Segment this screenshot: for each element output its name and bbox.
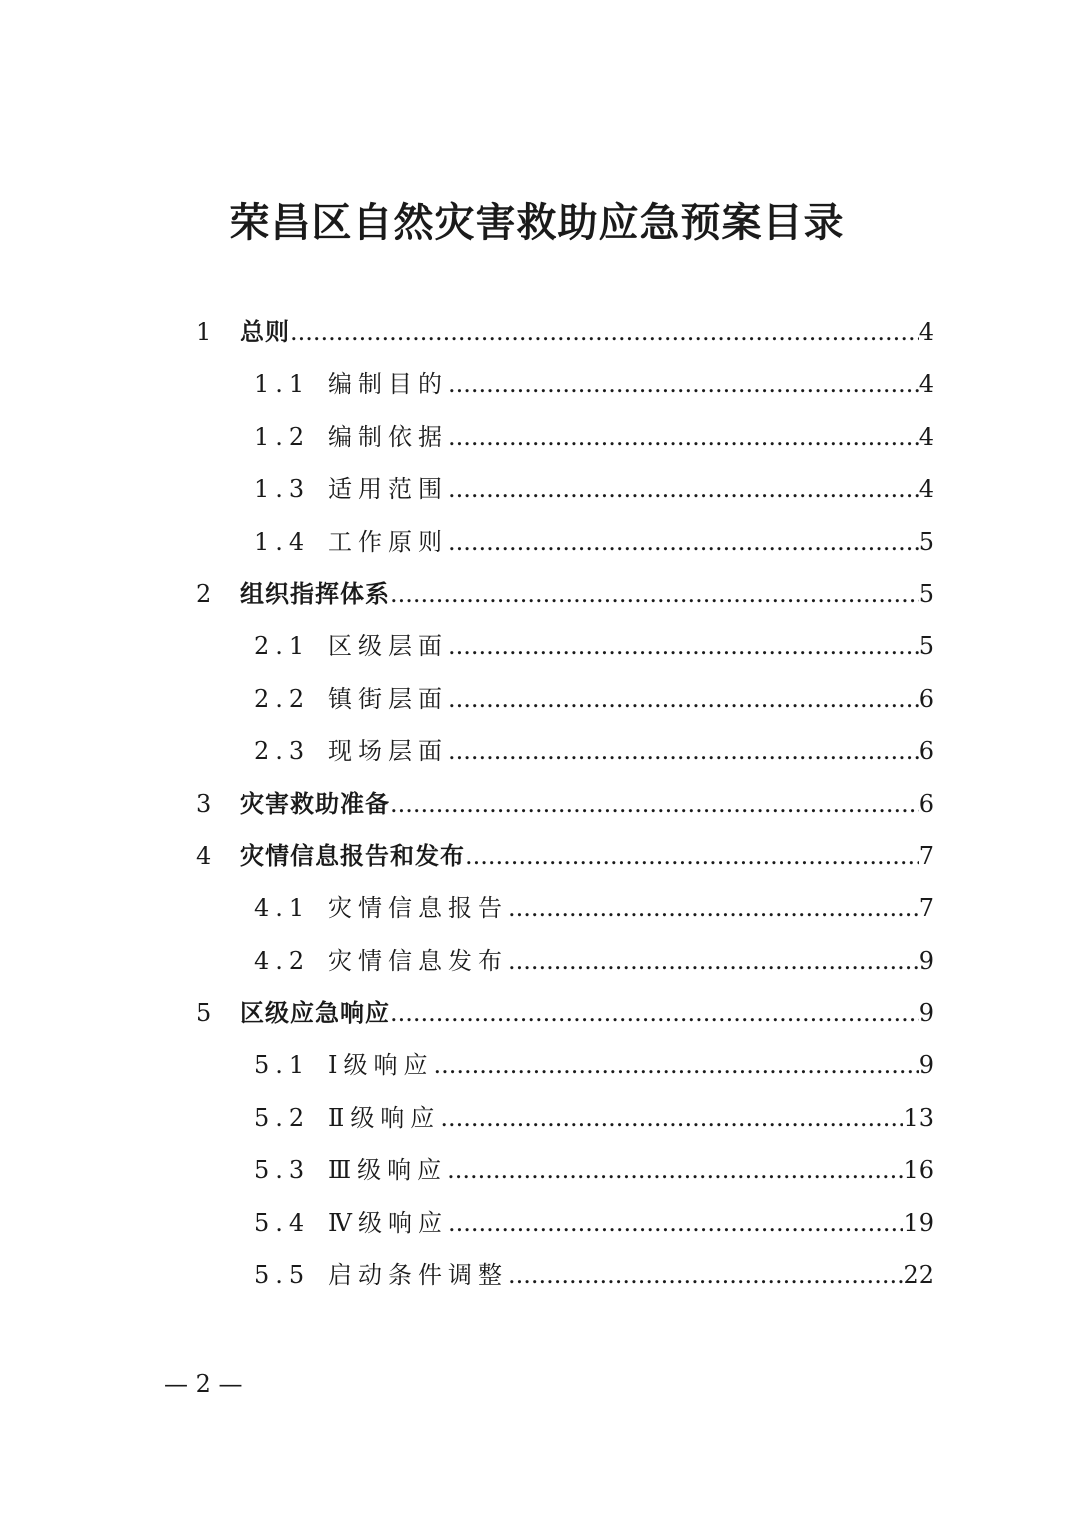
toc-entry-page: 9 <box>918 1051 934 1080</box>
toc-entry[interactable] <box>0 358 1074 410</box>
toc-entry[interactable] <box>0 1039 1074 1091</box>
toc-entry-number: 5 <box>196 999 212 1028</box>
toc-entry-page: 9 <box>918 999 934 1028</box>
toc-leader-dots <box>448 673 919 725</box>
toc-entry-page: 7 <box>918 894 934 923</box>
toc-entry-page: 4 <box>918 475 934 504</box>
toc-leader-dots <box>390 568 919 620</box>
toc-entry-number: 5.4 <box>254 1208 311 1237</box>
toc-entry-number: 5.5 <box>254 1261 311 1290</box>
toc-entry-label: 区级应急响应 <box>240 999 390 1028</box>
toc-entry-label: Ⅰ级响应 <box>328 1051 434 1080</box>
toc-entry-page: 4 <box>918 370 934 399</box>
toc-leader-dots <box>390 778 919 830</box>
toc-entry[interactable] <box>0 725 1074 777</box>
toc-entry-number: 4.1 <box>254 894 311 923</box>
toc-entry-number: 1.1 <box>254 370 311 399</box>
toc-entry-number: 4 <box>196 841 212 870</box>
toc-entry-label: 编制目的 <box>328 370 448 399</box>
toc-leader-dots <box>448 620 919 672</box>
toc-entry[interactable] <box>0 411 1074 463</box>
toc-leader-dots <box>508 882 919 934</box>
toc-entry-label: 现场层面 <box>328 737 448 766</box>
toc-entry[interactable] <box>0 306 1074 358</box>
toc-entry-number: 1.4 <box>254 527 311 556</box>
toc-entry-label: 总则 <box>240 318 290 346</box>
toc-entry-label: Ⅲ级响应 <box>328 1156 448 1185</box>
toc-entry[interactable] <box>0 1249 1074 1301</box>
toc-entry-number: 5.1 <box>254 1051 311 1080</box>
toc-entry-number: 1.2 <box>254 422 311 451</box>
toc-entry-page: 5 <box>918 632 934 661</box>
table-of-contents <box>0 306 1074 1301</box>
toc-entry[interactable] <box>0 463 1074 515</box>
toc-entry[interactable] <box>0 1197 1074 1249</box>
toc-leader-dots <box>465 830 919 882</box>
toc-leader-dots <box>440 1092 903 1144</box>
toc-entry-label: Ⅱ级响应 <box>328 1103 441 1132</box>
toc-entry[interactable] <box>0 987 1074 1039</box>
toc-entry[interactable] <box>0 516 1074 568</box>
toc-leader-dots <box>448 725 919 777</box>
toc-entry[interactable] <box>0 1092 1074 1144</box>
toc-entry-number: 3 <box>196 789 212 818</box>
toc-entry[interactable] <box>0 620 1074 672</box>
toc-entry-page: 19 <box>903 1208 934 1237</box>
toc-entry-page: 6 <box>918 789 934 818</box>
toc-entry-number: 2.2 <box>254 684 311 713</box>
toc-entry-page: 5 <box>918 579 934 608</box>
toc-entry-label: 组织指挥体系 <box>240 579 390 608</box>
toc-entry-page: 4 <box>918 422 934 451</box>
toc-entry-number: 1.3 <box>254 475 311 504</box>
toc-entry-page: 22 <box>903 1261 934 1290</box>
toc-entry-page: 6 <box>918 737 934 766</box>
toc-entry-number: 4.2 <box>254 946 311 975</box>
toc-entry[interactable] <box>0 830 1074 882</box>
toc-entry-page: 16 <box>903 1156 934 1185</box>
toc-leader-dots <box>448 1197 903 1249</box>
toc-leader-dots <box>508 935 919 987</box>
toc-entry-label: 启动条件调整 <box>328 1261 508 1290</box>
toc-entry-label: 适用范围 <box>328 475 448 504</box>
toc-entry[interactable] <box>0 778 1074 830</box>
toc-entry-page: 7 <box>918 841 934 870</box>
toc-entry-page: 5 <box>918 527 934 556</box>
toc-entry-number: 2.3 <box>254 737 311 766</box>
toc-entry[interactable] <box>0 673 1074 725</box>
toc-leader-dots <box>448 358 919 410</box>
toc-leader-dots <box>448 463 919 515</box>
toc-leader-dots <box>508 1249 903 1301</box>
toc-entry[interactable] <box>0 882 1074 934</box>
document-title: 荣昌区自然灾害救助应急预案目录 <box>229 199 845 246</box>
toc-entry-label: Ⅳ级响应 <box>328 1208 448 1237</box>
toc-entry-label: 区级层面 <box>328 632 448 661</box>
toc-entry-number: 5.3 <box>254 1156 311 1185</box>
toc-entry-label: 灾情信息发布 <box>328 946 508 975</box>
toc-entry-page: 13 <box>903 1103 934 1132</box>
toc-entry-number: 2.1 <box>254 632 311 661</box>
toc-entry-label: 灾情信息报告和发布 <box>240 841 465 870</box>
toc-entry-label: 镇街层面 <box>328 684 448 713</box>
toc-leader-dots <box>290 306 919 358</box>
toc-leader-dots <box>433 1039 918 1091</box>
toc-entry-number: 5.2 <box>254 1103 311 1132</box>
toc-entry[interactable] <box>0 935 1074 987</box>
toc-entry[interactable] <box>0 568 1074 620</box>
toc-entry-label: 编制依据 <box>328 422 448 451</box>
toc-entry-number: 1 <box>196 318 212 346</box>
toc-leader-dots <box>448 516 919 568</box>
toc-entry-number: 2 <box>196 579 212 608</box>
toc-entry-label: 灾情信息报告 <box>328 894 508 923</box>
toc-entry[interactable] <box>0 1144 1074 1196</box>
toc-entry-page: 9 <box>918 946 934 975</box>
page-number-footer: — 2 — <box>164 1370 243 1398</box>
toc-entry-page: 6 <box>918 684 934 713</box>
toc-entry-page: 4 <box>918 318 934 346</box>
toc-entry-label: 灾害救助准备 <box>240 789 390 818</box>
toc-leader-dots <box>390 987 919 1039</box>
toc-leader-dots <box>447 1144 903 1196</box>
toc-leader-dots <box>448 411 919 463</box>
toc-entry-label: 工作原则 <box>328 527 448 556</box>
